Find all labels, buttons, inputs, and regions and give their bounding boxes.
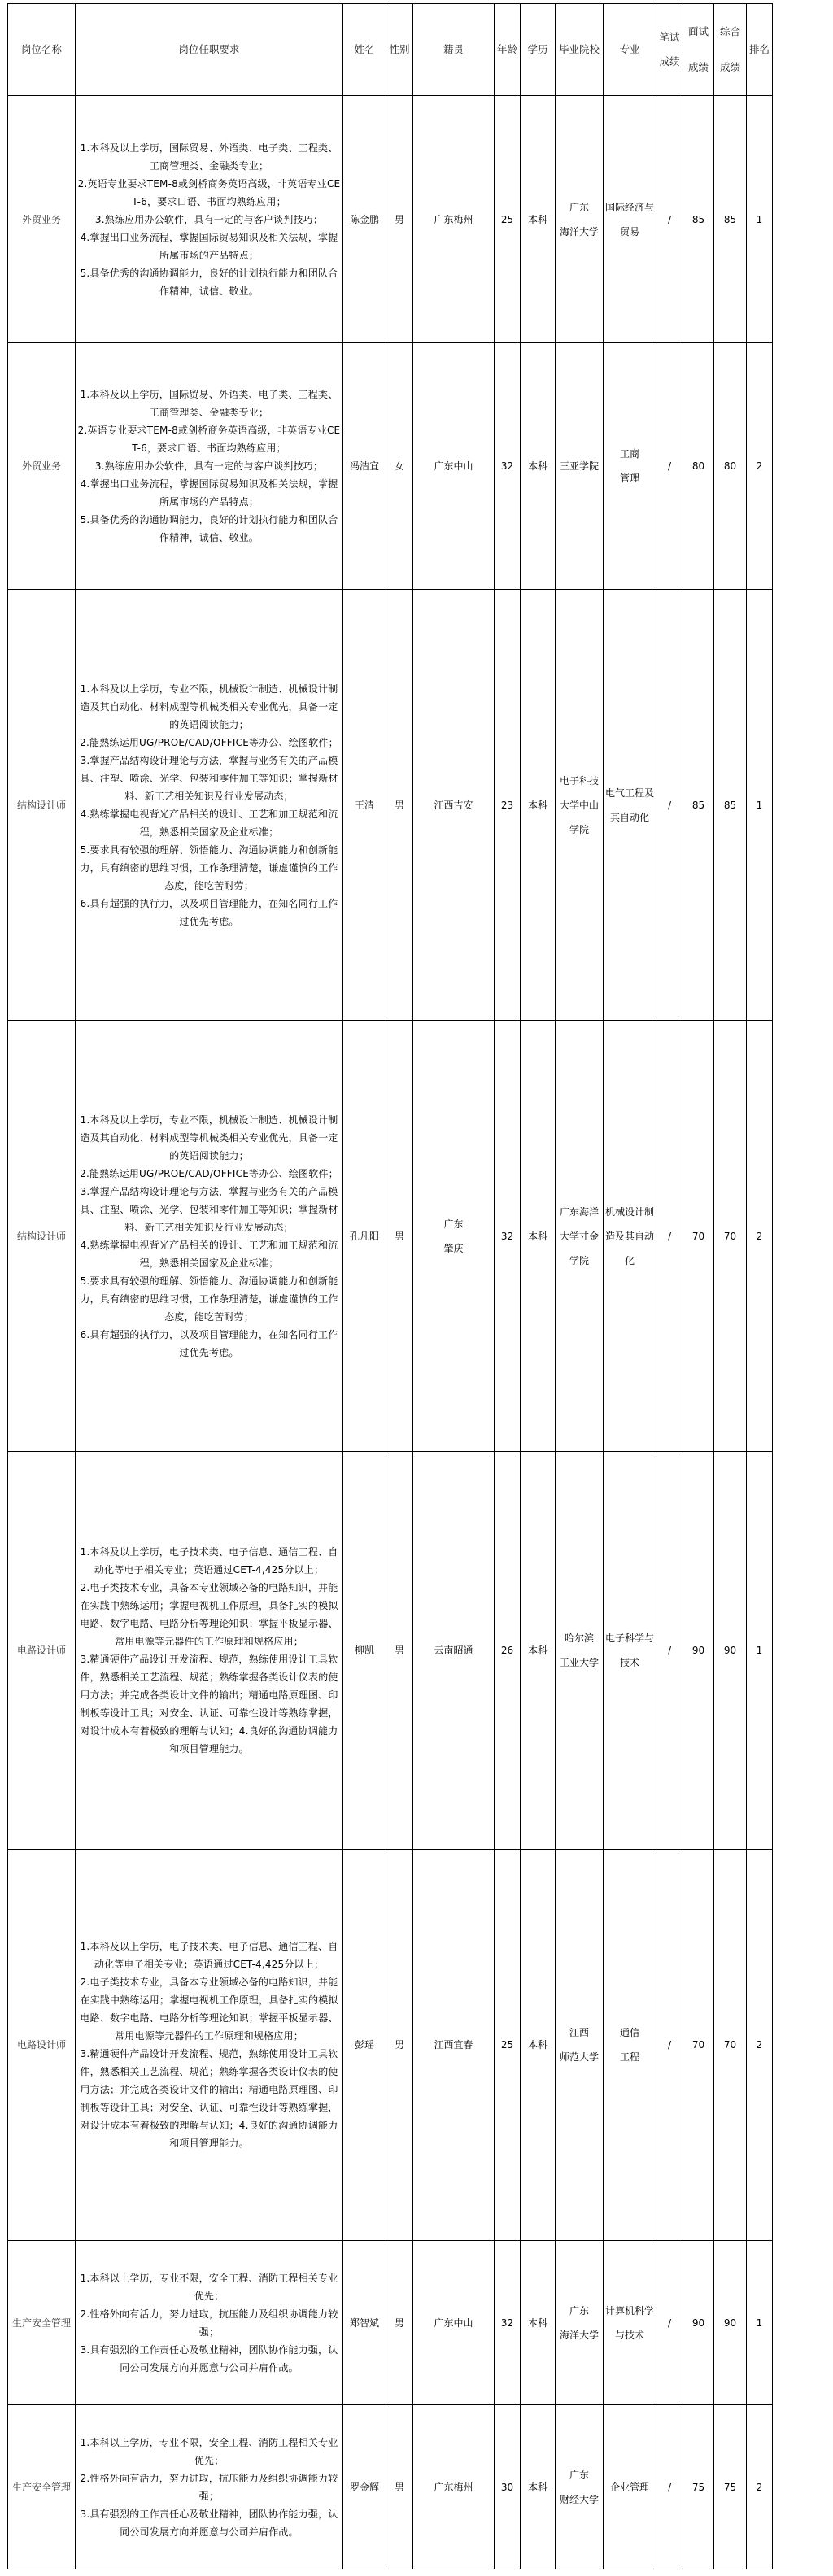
candidate-name: 柳凯 [343, 1452, 386, 1850]
requirement-item: 3.掌握产品结构设计理论与方法，掌握与业务有关的产品模具、注塑、喷涂、光学、包装和零件加工等知识；掌握新材料、新工艺相关知识及行业发展动态； [80, 1185, 338, 1233]
cell-line: 管理 [619, 473, 639, 484]
total-score: 80 [714, 343, 747, 590]
requirement-item: 5.要求具有较强的理解、领悟能力、沟通协调能力和创新能力，具有缜密的思维习惯，工作条理清楚，谦虚谨慎的工作态度，能吃苦耐劳； [80, 843, 338, 891]
rank: 2 [747, 1021, 773, 1452]
header-name: 姓名 [343, 4, 386, 96]
education: 本科 [521, 1850, 556, 2241]
header-rank: 排名 [747, 4, 773, 96]
requirements-cell [76, 1850, 343, 2241]
requirement-item: 2.英语专业要求TEM-8或剑桥商务英语高级，非英语专业CET-6，要求口语、书面均熟练应用； [77, 177, 341, 207]
written-score: / [656, 343, 683, 590]
education: 本科 [521, 1021, 556, 1452]
education: 本科 [521, 96, 556, 343]
cell-line: 广东 [569, 2304, 589, 2317]
major [604, 2405, 656, 2569]
header-major: 专业 [604, 4, 656, 96]
cell-line: 计算机科学 [604, 2304, 654, 2317]
cell-line: 广东 [569, 2469, 589, 2481]
hometown: 广东中山 [413, 2241, 495, 2405]
cell-line: 国际经济与 [604, 201, 654, 213]
requirement-item: 2.能熟练运用UG/PROE/CAD/OFFICE等办公、绘图软件； [80, 1167, 338, 1179]
written-score: / [656, 590, 683, 1021]
requirements-cell [76, 1021, 343, 1452]
age: 23 [495, 590, 521, 1021]
requirement-item: 2.电子类技术专业，具备本专业领域必备的电路知识，并能在实践中熟练运用；掌握电视机工作原理，具备扎实的模拟电路、数字电路、电路分析等理论知识；掌握平板显示器、常用电源等元器件的工作原理和规格应用； [80, 1582, 338, 1647]
interview-score: 80 [683, 343, 714, 590]
requirement-item: 1.本科以上学历，专业不限，安全工程、消防工程相关专业优先； [80, 2272, 338, 2302]
table-row [8, 96, 773, 343]
requirement-item: 1.本科及以上学历，国际贸易、外语类、电子类、工程类、工商管理类、金融类专业； [80, 142, 338, 172]
requirement-item: 4.掌握出口业务流程，掌握国际贸易知识及相关法规，掌握所属市场的产品特点； [80, 231, 338, 261]
post-name: 电路设计师 [8, 1850, 76, 2241]
written-score: / [656, 1850, 683, 2241]
rank: 1 [747, 1452, 773, 1850]
total-score: 90 [714, 1452, 747, 1850]
cell-line: 广东 [569, 201, 589, 213]
table-row [8, 343, 773, 590]
requirement-item: 3.具有强烈的工作责任心及敬业精神，团队协作能力强，认同公司发展方向并愿意与公司并肩作战。 [80, 2508, 338, 2538]
cell-line: 工商 [619, 448, 639, 460]
rank: 1 [747, 2241, 773, 2405]
gender: 男 [386, 2405, 413, 2569]
gender: 男 [386, 2241, 413, 2405]
rank: 1 [747, 590, 773, 1021]
header-text: 成绩 [687, 61, 709, 73]
header-text: 面试 [687, 25, 709, 37]
rank: 2 [747, 2405, 773, 2569]
post-name: 外贸业务 [8, 343, 76, 590]
header-row [8, 4, 773, 96]
age: 32 [495, 343, 521, 590]
header-written-score [656, 4, 683, 96]
total-score: 85 [714, 590, 747, 1021]
education: 本科 [521, 2241, 556, 2405]
cell-line: 大学中山 [559, 799, 599, 811]
header-gender: 性别 [386, 4, 413, 96]
interview-score: 90 [683, 1452, 714, 1850]
requirement-item: 3.精通硬件产品设计开发流程、规范，熟练使用设计工具软件，熟悉相关工艺流程、规范；熟练掌握各类设计仪表的使用方法；并完成各类设计文件的输出；精通电路原理图、印制板等设计工具；对安全、认证、可靠性设计等熟练掌握，对设计成本有着极致的理解与认知；4.良好的沟通协调能力和项目管理能力。 [80, 1654, 338, 1754]
requirement-item: 3.掌握产品结构设计理论与方法，掌握与业务有关的产品模具、注塑、喷涂、光学、包装和零件加工等知识；掌握新材料、新工艺相关知识及行业发展动态； [80, 754, 338, 802]
hometown: 广东中山 [413, 343, 495, 590]
cell-line: 海洋大学 [559, 2329, 599, 2341]
cell-line: 化 [624, 1254, 635, 1266]
requirements-cell [76, 590, 343, 1021]
hometown: 广东梅州 [413, 2405, 495, 2569]
requirements-cell [76, 1452, 343, 1850]
school [556, 2241, 604, 2405]
header-age: 年龄 [495, 4, 521, 96]
requirement-item: 4.熟练掌握电视背光产品相关的设计、工艺和加工规范和流程，熟悉相关国家及企业标准； [80, 1239, 338, 1269]
requirement-item: 2.性格外向有活力，努力进取，抗压能力及组织协调能力较强； [80, 2308, 338, 2338]
requirement-item: 2.英语专业要求TEM-8或剑桥商务英语高级，非英语专业CET-6，要求口语、书面均熟练应用； [77, 425, 341, 454]
cell-line: 企业管理 [609, 2481, 649, 2493]
hometown [413, 1021, 495, 1452]
table-body [8, 96, 773, 2569]
cell-line: 财经大学 [559, 2493, 599, 2505]
major [604, 343, 656, 590]
post-name: 生产安全管理 [8, 2405, 76, 2569]
school [556, 1021, 604, 1452]
written-score: / [656, 1021, 683, 1452]
cell-line: 与技术 [614, 2329, 644, 2341]
cell-line: 机械设计制 [604, 1205, 654, 1218]
header-interview-score [683, 4, 714, 96]
age: 25 [495, 96, 521, 343]
cell-line: 广东海洋 [559, 1205, 599, 1218]
school [556, 343, 604, 590]
cell-line: 师范大学 [559, 2051, 599, 2063]
hometown: 江西宜春 [413, 1850, 495, 2241]
interview-score: 90 [683, 2241, 714, 2405]
header-post: 岗位名称 [8, 4, 76, 96]
table-row [8, 1452, 773, 1850]
requirement-item: 2.能熟练运用UG/PROE/CAD/OFFICE等办公、绘图软件； [80, 736, 338, 748]
post-name: 电路设计师 [8, 1452, 76, 1850]
gender: 男 [386, 1850, 413, 2241]
candidate-name: 孔凡阳 [343, 1021, 386, 1452]
requirement-item: 5.具备优秀的沟通协调能力，良好的计划执行能力和团队合作精神，诚信、敬业。 [80, 514, 338, 543]
written-score: / [656, 2405, 683, 2569]
candidate-results-table [7, 3, 773, 2569]
gender: 女 [386, 343, 413, 590]
candidate-name: 陈金鹏 [343, 96, 386, 343]
total-score: 70 [714, 1021, 747, 1452]
requirement-item: 5.要求具有较强的理解、领悟能力、沟通协调能力和创新能力，具有缜密的思维习惯，工作条理清楚，谦虚谨慎的工作态度，能吃苦耐劳； [80, 1275, 338, 1323]
requirements-cell [76, 343, 343, 590]
age: 26 [495, 1452, 521, 1850]
header-total-score [714, 4, 747, 96]
requirement-item: 4.掌握出口业务流程，掌握国际贸易知识及相关法规，掌握所属市场的产品特点； [80, 478, 338, 508]
requirement-item: 6.具有超强的执行力，以及项目管理能力，在知名同行工作过优先考虑。 [80, 897, 338, 927]
post-name: 结构设计师 [8, 590, 76, 1021]
school [556, 96, 604, 343]
requirements-cell [76, 96, 343, 343]
cell-line: 造及其自动 [604, 1230, 654, 1242]
requirement-item: 1.本科及以上学历，专业不限，机械设计制造、机械设计制造及其自动化、材料成型等机械类相关专业优先，具备一定的英语阅读能力； [80, 1114, 338, 1162]
cell-line: 学院 [569, 823, 589, 835]
header-text: 综合 [719, 25, 740, 37]
age: 32 [495, 2241, 521, 2405]
education: 本科 [521, 2405, 556, 2569]
cell-line: 肇庆 [443, 1242, 464, 1254]
major [604, 1850, 656, 2241]
candidate-name: 彭瑶 [343, 1850, 386, 2241]
table-row [8, 1021, 773, 1452]
hometown: 云南昭通 [413, 1452, 495, 1850]
school [556, 1850, 604, 2241]
major [604, 96, 656, 343]
cell-line: 哈尔滨 [564, 1632, 594, 1644]
cell-line: 电子科学与 [604, 1632, 654, 1644]
cell-line: 大学寸金 [559, 1230, 599, 1242]
table-row [8, 590, 773, 1021]
cell-line: 其自动化 [609, 811, 649, 823]
hometown: 广东梅州 [413, 96, 495, 343]
cell-line: 海洋大学 [559, 225, 599, 238]
interview-score: 70 [683, 1021, 714, 1452]
requirements-cell [76, 2241, 343, 2405]
major [604, 1021, 656, 1452]
major [604, 1452, 656, 1850]
table-row [8, 2405, 773, 2569]
cell-line: 电气工程及 [604, 787, 654, 799]
written-score: / [656, 1452, 683, 1850]
post-name: 生产安全管理 [8, 2241, 76, 2405]
total-score: 85 [714, 96, 747, 343]
requirement-item: 3.熟练应用办公软件，具有一定的与客户谈判技巧； [94, 460, 324, 472]
candidate-name: 王清 [343, 590, 386, 1021]
header-hometown: 籍贯 [413, 4, 495, 96]
cell-line: 工业大学 [559, 1657, 599, 1668]
rank: 1 [747, 96, 773, 343]
requirement-item: 3.精通硬件产品设计开发流程、规范，熟练使用设计工具软件，熟悉相关工艺流程、规范；熟练掌握各类设计仪表的使用方法；并完成各类设计文件的输出；精通电路原理图、印制板等设计工具；对安全、认证、可靠性设计等熟练掌握，对设计成本有着极致的理解与认知；4.良好的沟通协调能力和项目管理能力。 [80, 2048, 338, 2149]
written-score: / [656, 2241, 683, 2405]
header-text: 成绩 [659, 55, 680, 68]
candidate-name: 郑智斌 [343, 2241, 386, 2405]
header-requirements: 岗位任职要求 [76, 4, 343, 96]
cell-line: 广东 [443, 1218, 464, 1230]
total-score: 90 [714, 2241, 747, 2405]
header-text: 成绩 [719, 61, 740, 73]
requirement-item: 1.本科及以上学历，专业不限，机械设计制造、机械设计制造及其自动化、材料成型等机械类相关专业优先，具备一定的英语阅读能力； [80, 682, 338, 730]
interview-score: 75 [683, 2405, 714, 2569]
major [604, 590, 656, 1021]
post-name: 结构设计师 [8, 1021, 76, 1452]
total-score: 75 [714, 2405, 747, 2569]
total-score: 70 [714, 1850, 747, 2241]
interview-score: 70 [683, 1850, 714, 2241]
gender: 男 [386, 1452, 413, 1850]
cell-line: 江西 [569, 2027, 589, 2038]
written-score: / [656, 96, 683, 343]
requirement-item: 3.熟练应用办公软件，具有一定的与客户谈判技巧； [94, 213, 324, 225]
rank: 2 [747, 1850, 773, 2241]
header-school: 毕业院校 [556, 4, 604, 96]
cell-line: 电子科技 [559, 774, 599, 787]
gender: 男 [386, 96, 413, 343]
requirement-item: 2.性格外向有活力，努力进取，抗压能力及组织协调能力较强； [80, 2472, 338, 2502]
gender: 男 [386, 590, 413, 1021]
rank: 2 [747, 343, 773, 590]
cell-line: 技术 [619, 1657, 639, 1668]
requirement-item: 3.具有强烈的工作责任心及敬业精神，团队协作能力强，认同公司发展方向并愿意与公司并肩作战。 [80, 2343, 338, 2373]
cell-line: 工程 [619, 2051, 639, 2063]
hometown: 江西吉安 [413, 590, 495, 1021]
requirement-item: 1.本科及以上学历，电子技术类、电子信息、通信工程、自动化等电子相关专业；英语通过CET-4,425分以上； [80, 1941, 338, 1970]
requirement-item: 2.电子类技术专业，具备本专业领域必备的电路知识，并能在实践中熟练运用；掌握电视机工作原理，具备扎实的模拟电路、数字电路、电路分析等理论知识；掌握平板显示器、常用电源等元器件的工作原理和规格应用； [80, 1977, 338, 2042]
header-text: 笔试 [659, 31, 680, 43]
candidate-name: 罗金辉 [343, 2405, 386, 2569]
age: 25 [495, 1850, 521, 2241]
requirement-item: 1.本科以上学历，专业不限，安全工程、消防工程相关专业优先； [80, 2436, 338, 2466]
gender: 男 [386, 1021, 413, 1452]
education: 本科 [521, 1452, 556, 1850]
requirement-item: 6.具有超强的执行力，以及项目管理能力，在知名同行工作过优先考虑。 [80, 1328, 338, 1358]
school [556, 590, 604, 1021]
requirement-item: 5.具备优秀的沟通协调能力，良好的计划执行能力和团队合作精神，诚信、敬业。 [80, 267, 338, 297]
major [604, 2241, 656, 2405]
age: 30 [495, 2405, 521, 2569]
cell-line: 学院 [569, 1254, 589, 1266]
age: 32 [495, 1021, 521, 1452]
requirement-item: 1.本科及以上学历，国际贸易、外语类、电子类、工程类、工商管理类、金融类专业； [80, 389, 338, 418]
cell-line: 通信 [619, 2027, 639, 2038]
education: 本科 [521, 343, 556, 590]
school [556, 2405, 604, 2569]
header-education: 学历 [521, 4, 556, 96]
cell-line: 贸易 [619, 225, 639, 238]
cell-line: 三亚学院 [559, 460, 599, 472]
requirements-cell [76, 2405, 343, 2569]
education: 本科 [521, 590, 556, 1021]
candidate-name: 冯浩宜 [343, 343, 386, 590]
requirement-item: 4.熟练掌握电视背光产品相关的设计、工艺和加工规范和流程，熟悉相关国家及企业标准； [80, 808, 338, 838]
interview-score: 85 [683, 96, 714, 343]
requirement-item: 1.本科及以上学历，电子技术类、电子信息、通信工程、自动化等电子相关专业；英语通过CET-4,425分以上； [80, 1546, 338, 1576]
school [556, 1452, 604, 1850]
interview-score: 85 [683, 590, 714, 1021]
post-name: 外贸业务 [8, 96, 76, 343]
table-row [8, 2241, 773, 2405]
table-row [8, 1850, 773, 2241]
